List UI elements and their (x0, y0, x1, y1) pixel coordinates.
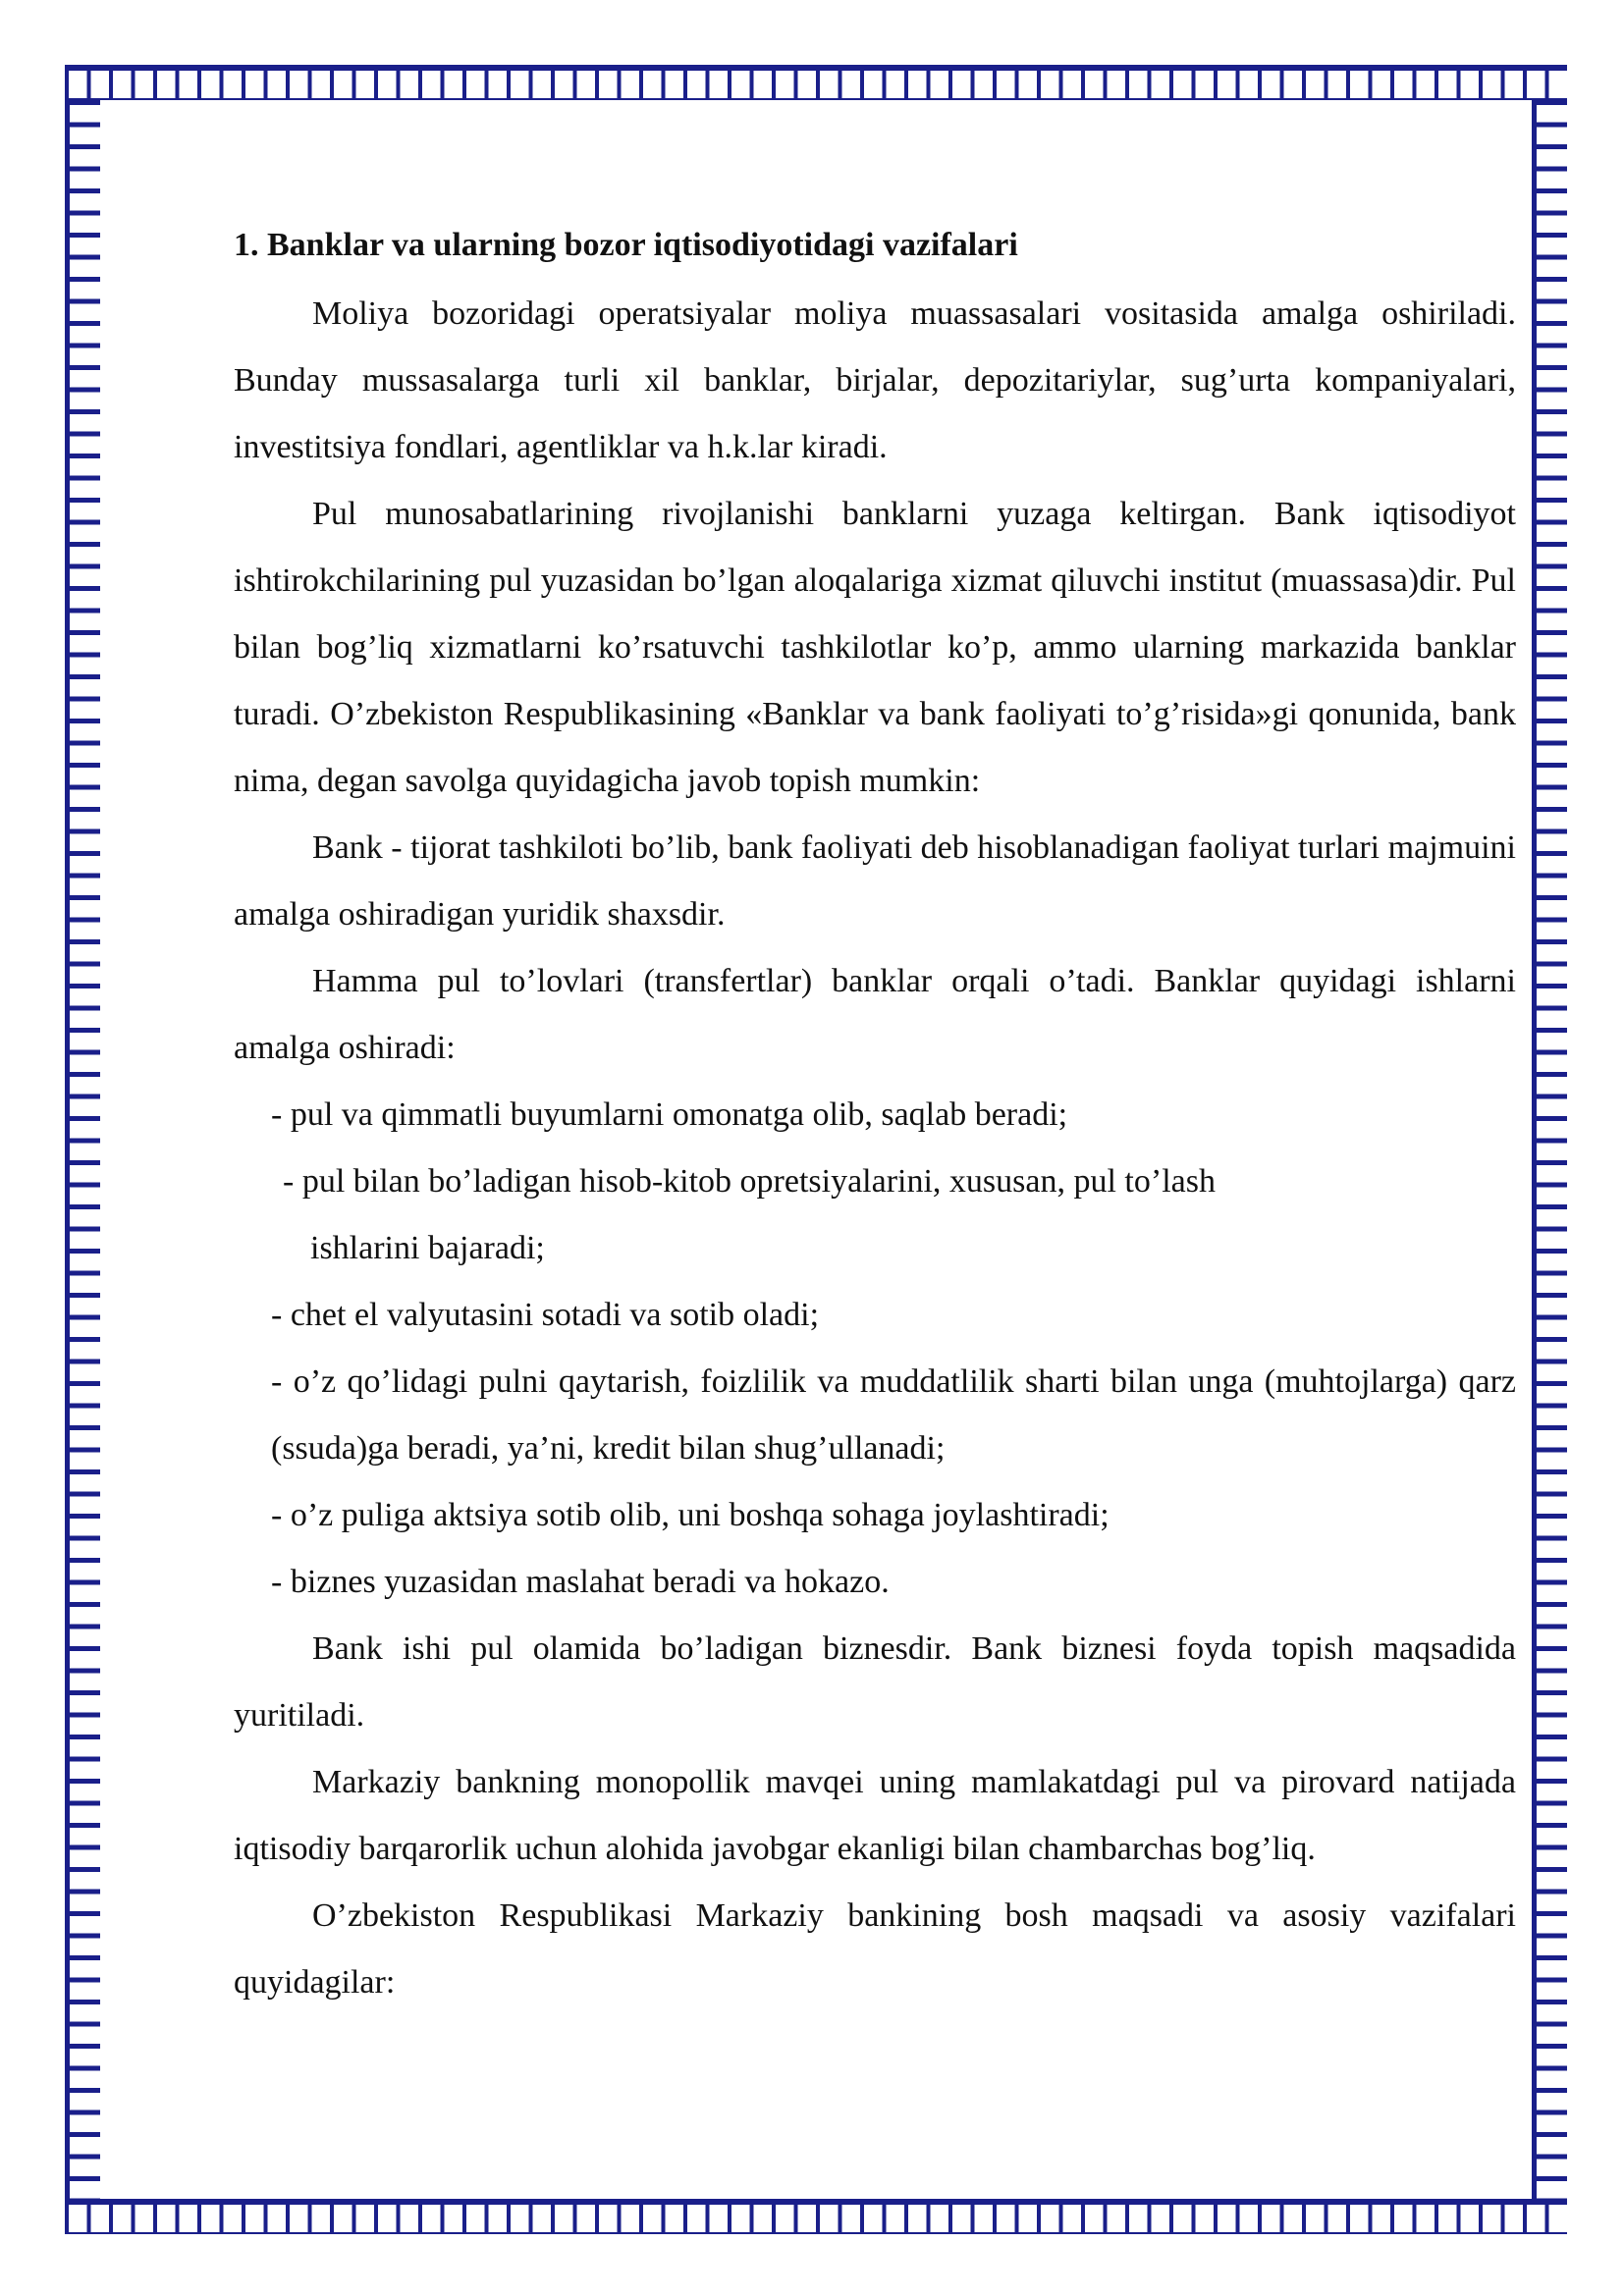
paragraph: Bank ishi pul olamida bo’ladigan biznesdir. Bank biznesi foyda topish maqsadida yuritiladi. (234, 1630, 1516, 1734)
list-item: - o’z puliga aktsiya sotib olib, uni boshqa sohaga joylashtiradi; (271, 1497, 1110, 1533)
page-border-left (65, 100, 100, 2199)
page-border-bottom (65, 2199, 1567, 2234)
list-item: - pul va qimmatli buyumlarni omonatga olib, saqlab beradi; (271, 1096, 1068, 1133)
document-body (234, 222, 1516, 2016)
page-border-right (1532, 100, 1567, 2199)
list-item: - biznes yuzasidan maslahat beradi va hokazo. (271, 1564, 890, 1600)
list-item: - o’z qo’lidagi pulni qaytarish, foizlilik va muddatlilik sharti bilan unga (muhtojlarga) qarz (ssuda)ga beradi, ya’ni, kredit bilan shug’ullanadi; (271, 1363, 1516, 1467)
section-heading: 1. Banklar va ularning bozor iqtisodiyotidagi vazifalari (234, 227, 1018, 263)
paragraph: Markaziy bankning monopollik mavqei uning mamlakatdagi pul va pirovard natijada iqtisodiy barqarorlik uchun alohida javobgar ekanligi bilan chambarchas bog’liq. (234, 1764, 1516, 1867)
list-item-continuation: ishlarini bajaradi; (310, 1230, 545, 1266)
list-item: - chet el valyutasini sotadi va sotib oladi; (271, 1297, 820, 1333)
paragraph: O’zbekiston Respublikasi Markaziy bankining bosh maqsadi va asosiy vazifalari quyidagilar: (234, 1897, 1516, 2001)
paragraph: Pul munosabatlarining rivojlanishi banklarni yuzaga keltirgan. Bank iqtisodiyot ishtirokchilarining pul yuzasidan bo’lgan aloqalariga xizmat qiluvchi institut (muassasa)dir. Pul bilan bog’liq xizmatlarni ko’rsatuvchi tashkilotlar ko’p, ammo ularning markazida banklar turadi. O’zbekiston Respublikasining «Banklar va bank faoliyati to’g’risida»gi qonunida, bank nima, degan savolga quyidagicha javob topish mumkin: (234, 496, 1516, 799)
bank-functions-list (234, 1082, 1516, 1616)
page-border-top (65, 65, 1567, 100)
list-item: - pul bilan bo’ladigan hisob-kitob opretsiyalarini, xususan, pul to’lash (283, 1163, 1216, 1200)
paragraph: Hamma pul to’lovlari (transfertlar) banklar orqali o’tadi. Banklar quyidagi ishlarni amalga oshiradi: (234, 963, 1516, 1066)
paragraph: Moliya bozoridagi operatsiyalar moliya muassasalari vositasida amalga oshiriladi. Bunday mussasalarga turli xil banklar, birjalar, depozitariylar, sug’urta kompaniyalari, investitsiya fondlari, agentliklar va h.k.lar kiradi. (234, 295, 1516, 465)
paragraph: Bank - tijorat tashkiloti bo’lib, bank faoliyati deb hisoblanadigan faoliyat turlari majmuini amalga oshiradigan yuridik shaxsdir. (234, 829, 1516, 933)
